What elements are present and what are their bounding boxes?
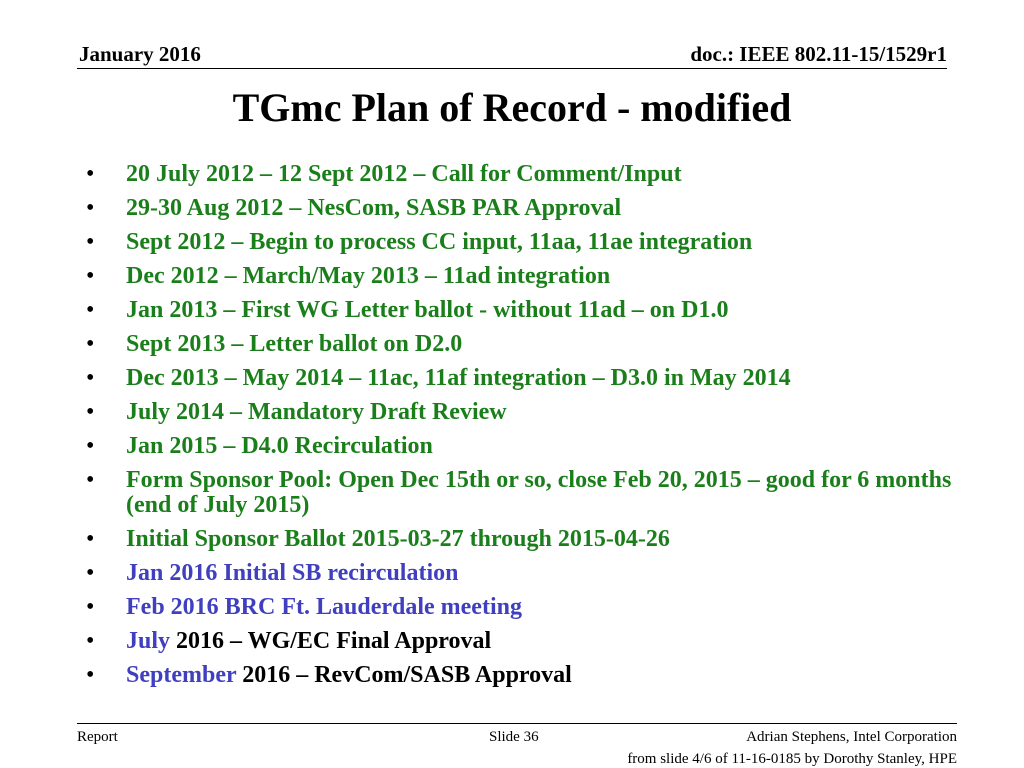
slide-title: TGmc Plan of Record - modified [232,85,792,130]
header-date: January 2016 [79,42,201,66]
bullet-item: • 29-30 Aug 2012 – NesCom, SASB PAR Approval [86,195,622,221]
bullet-list [86,162,966,697]
bullet-item: • Feb 2016 BRC Ft. Lauderdale meeting [86,594,522,620]
bullet-item: • September 2016 – RevCom/SASB Approval [86,662,572,688]
bullet-item: • Form Sponsor Pool: Open Dec 15th or so, close Feb 20, 2015 – good for 6 months (end of July 2015) [86,467,952,518]
bullet-icon: • [86,594,95,620]
bullet-item: • 20 July 2012 – 12 Sept 2012 – Call for Comment/Input [86,161,682,187]
header-doc-number: doc.: IEEE 802.11-15/1529r1 [690,42,947,66]
bullet-icon: • [86,399,95,425]
bullet-icon: • [86,195,95,221]
bullet-item: • Initial Sponsor Ballot 2015-03-27 through 2015-04-26 [86,526,670,552]
bullet-item: • Sept 2013 – Letter ballot on D2.0 [86,331,463,357]
bullet-item: • Jan 2013 – First WG Letter ballot - without 11ad – on D1.0 [86,297,729,323]
bullet-icon: • [86,433,95,459]
footer-report-label: Report [77,729,118,745]
bullet-item: • Dec 2012 – March/May 2013 – 11ad integration [86,263,611,289]
bullet-item: • July 2014 – Mandatory Draft Review [86,399,507,425]
bullet-item: • Sept 2012 – Begin to process CC input, 11aa, 11ae integration [86,229,753,255]
bullet-item: • Dec 2013 – May 2014 – 11ac, 11af integration – D3.0 in May 2014 [86,365,791,391]
bullet-icon: • [86,331,95,357]
bullet-icon: • [86,526,95,552]
slide-number: Slide 36 [489,729,539,745]
bullet-icon: • [86,229,95,255]
bullet-item: • Jan 2016 Initial SB recirculation [86,560,459,586]
bullet-icon: • [86,297,95,323]
footer-author: Adrian Stephens, Intel Corporation [746,729,957,745]
bullet-icon: • [86,662,95,688]
bullet-icon: • [86,161,95,187]
bullet-item: • July 2016 – WG/EC Final Approval [86,628,492,654]
bullet-item: • Jan 2015 – D4.0 Recirculation [86,433,433,459]
bullet-icon: • [86,467,95,493]
footer-source-note: from slide 4/6 of 11-16-0185 by Dorothy Stanley, HPE [627,751,957,767]
bullet-icon: • [86,263,95,289]
footer-divider [77,723,957,724]
bullet-icon: • [86,560,95,586]
header-divider [77,68,947,69]
bullet-icon: • [86,365,95,391]
bullet-icon: • [86,628,95,654]
